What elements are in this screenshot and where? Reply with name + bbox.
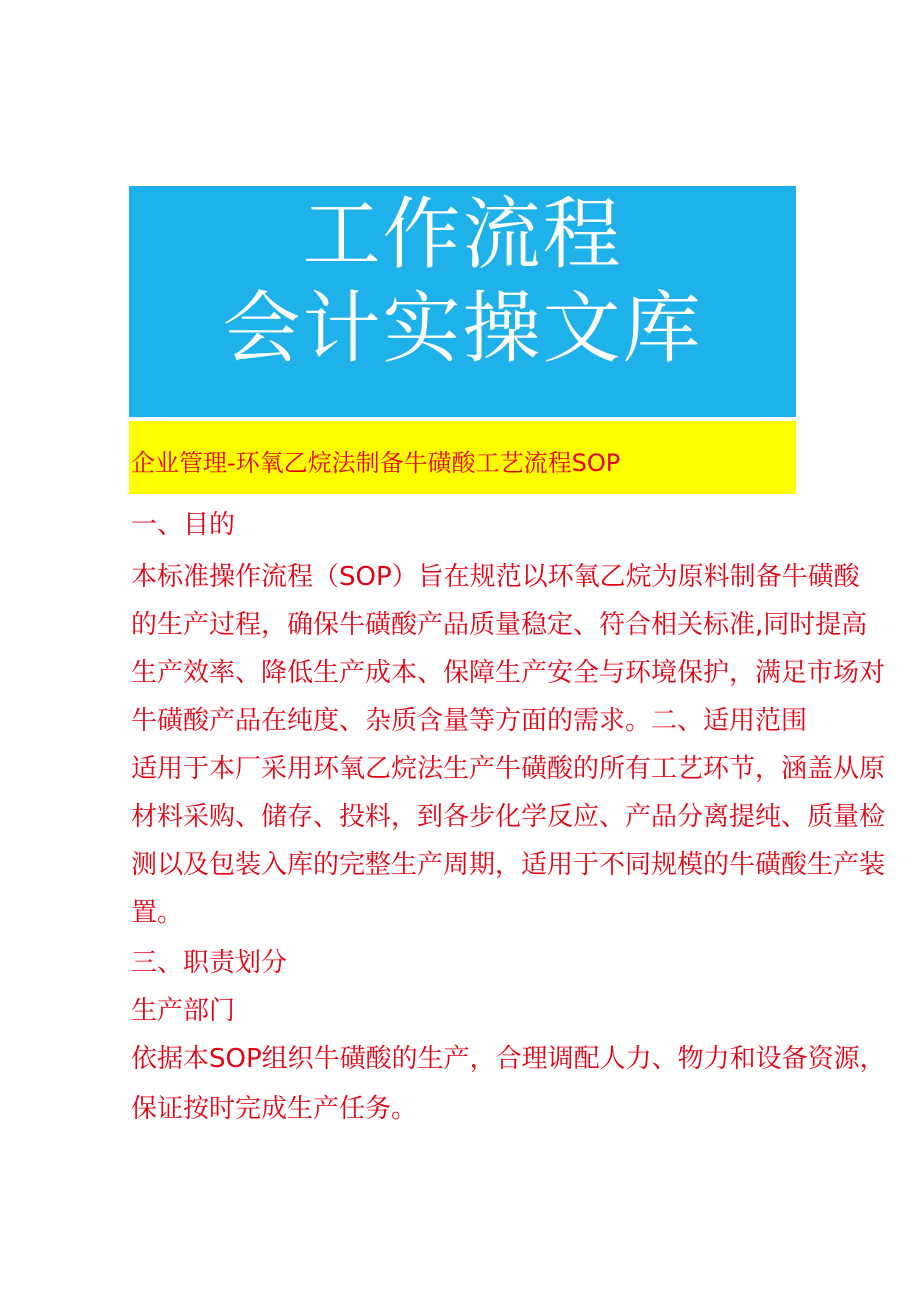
body-line: 材料采购、储存、投料，到各步化学反应、产品分离提纯、质量检 [131, 802, 886, 832]
banner-title-line-2: 会计实操文库 [222, 284, 703, 374]
section-heading-purpose: 一、目的 [131, 510, 236, 540]
title-banner [129, 186, 796, 417]
body-line: 保证按时完成生产任务。 [131, 1094, 418, 1124]
banner-title-line-1: 工作流程 [302, 190, 623, 280]
body-line: 依据本SOP组织牛磺酸的生产，合理调配人力、物力和设备资源， [131, 1044, 886, 1074]
subtitle-bar [129, 421, 796, 494]
body-line: 生产效率、降低生产成本、保障生产安全与环境保护，满足市场对 [131, 658, 886, 688]
document-subtitle: 企业管理-环氧乙烷法制备牛磺酸工艺流程SOP [131, 449, 621, 477]
section-heading-responsibilities: 三、职责划分 [131, 948, 288, 978]
subheading-production-dept: 生产部门 [131, 996, 236, 1026]
body-line: 适用于本厂采用环氧乙烷法生产牛磺酸的所有工艺环节，涵盖从原 [131, 754, 886, 784]
body-line: 本标准操作流程（SOP）旨在规范以环氧乙烷为原料制备牛磺酸 [131, 562, 860, 592]
body-line: 牛磺酸产品在纯度、杂质含量等方面的需求。二、适用范围 [131, 706, 808, 736]
body-line: 测以及包装入库的完整生产周期，适用于不同规模的牛磺酸生产装 [131, 850, 886, 880]
body-line: 置。 [131, 898, 184, 928]
body-line: 的生产过程，确保牛磺酸产品质量稳定、符合相关标准,同时提高 [131, 610, 868, 640]
